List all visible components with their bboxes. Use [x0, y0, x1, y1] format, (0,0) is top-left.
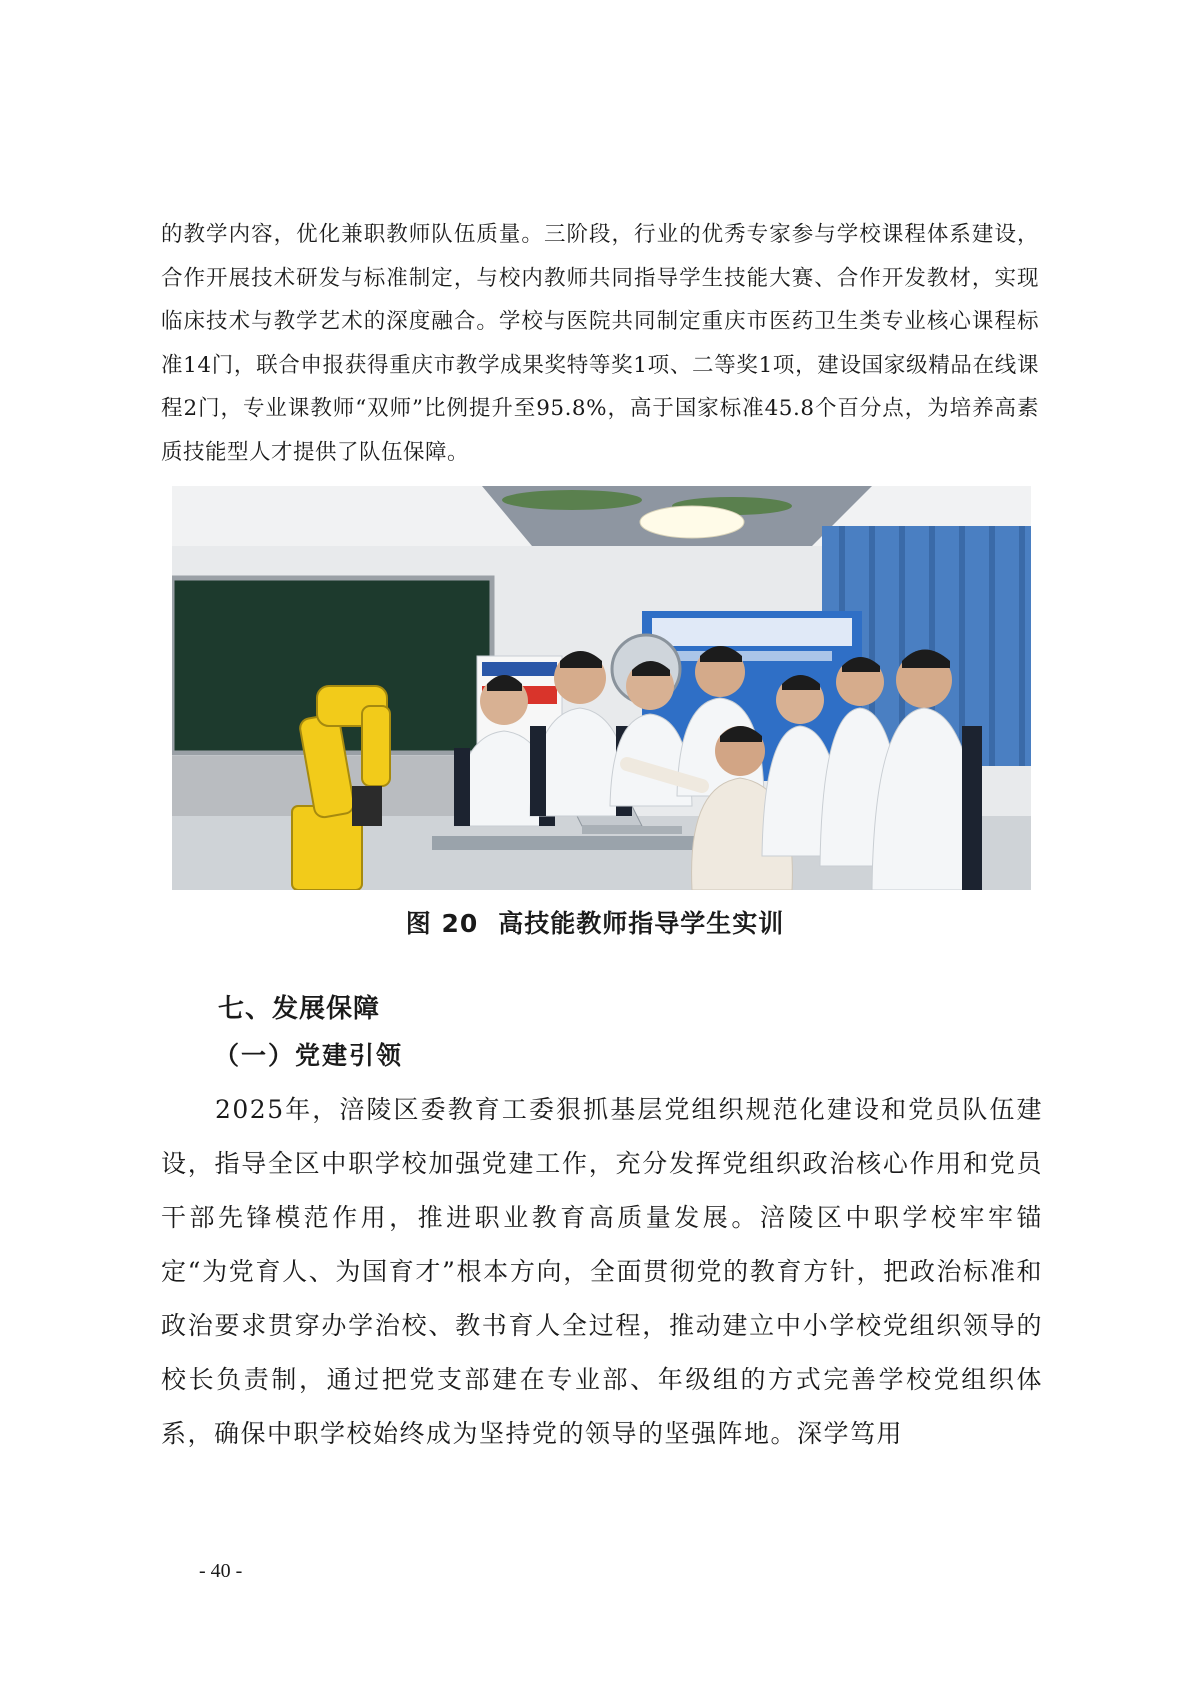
figure-caption	[0, 904, 1190, 940]
section-subheading: （一）党建引领	[214, 1041, 404, 1070]
figure-number: 图 20	[405, 909, 479, 938]
section-heading: 七、发展保障	[218, 994, 381, 1024]
page-number: - 40 -	[199, 1560, 243, 1582]
figure-caption-text: 高技能教师指导学生实训	[498, 909, 785, 938]
training-photo	[172, 486, 1031, 890]
section-paragraph: 2025年，涪陵区委教育工委狠抓基层党组织规范化建设和党员队伍建设，指导全区中职学校加强党建工作，充分发挥党组织政治核心作用和党员干部先锋模范作用，推进职业教育高质量发展。涪陵区中职学校牢牢锚定“为党育人、为国育才”根本方向，全面贯彻党的教育方针，把政治标准和政治要求贯穿办学治校、教书育人全过程，推动建立中小学校党组织领导的校长负责制，通过把党支部建在专业部、年级组的方式完善学校党组织体系，确保中职学校始终成为坚持党的领导的坚强阵地。深学笃用	[161, 1095, 1043, 1448]
body-paragraph: 的教学内容，优化兼职教师队伍质量。三阶段，行业的优秀专家参与学校课程体系建设，合作开展技术研发与标准制定，与校内教师共同指导学生技能大赛、合作开发教材，实现临床技术与教学艺术的深度融合。学校与医院共同制定重庆市医药卫生类专业核心课程标准14门，联合申报获得重庆市教学成果奖特等奖1项、二等奖1项，建设国家级精品在线课程2门，专业课教师“双师”比例提升至95.8%，高于国家标准45.8个百分点，为培养高素质技能型人才提供了队伍保障。	[161, 222, 1039, 465]
